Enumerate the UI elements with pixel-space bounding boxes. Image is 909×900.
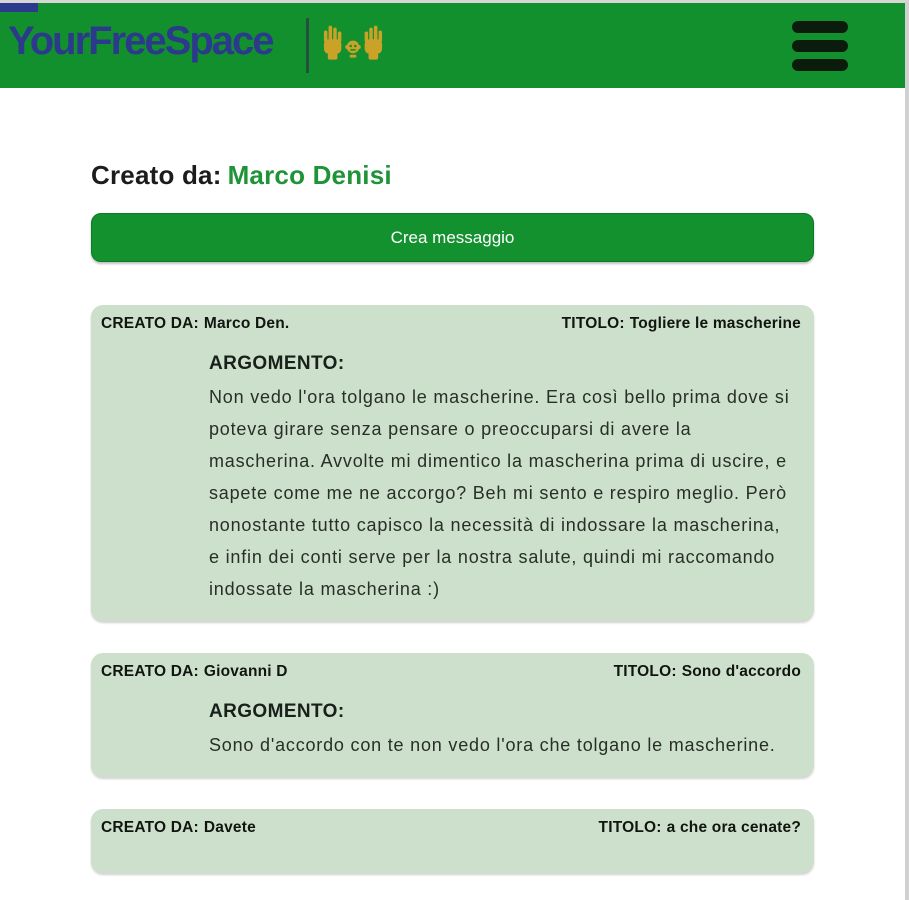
app-logo[interactable]: YourFreeSpace	[8, 19, 273, 63]
created-by-name: Marco Denisi	[227, 160, 392, 190]
topic-text: Sono d'accordo con te non vedo l'ora che tolgano le mascherine.	[209, 735, 776, 755]
title-value: Togliere le mascherine	[629, 315, 801, 332]
logo-divider	[306, 18, 309, 73]
raised-hands-icon	[322, 23, 384, 69]
message-card	[91, 809, 814, 873]
creator-label: CREATO DA:	[101, 315, 199, 332]
title-label: TITOLO:	[598, 819, 662, 836]
creator-label: CREATO DA:	[101, 819, 199, 836]
menu-bar	[792, 21, 848, 33]
menu-bar	[792, 59, 848, 71]
message-creator	[101, 819, 256, 837]
app-header	[0, 3, 905, 88]
title-value: Sono d'accordo	[681, 663, 801, 680]
message-card	[91, 305, 814, 621]
message-card-header	[101, 661, 801, 681]
menu-bar	[792, 40, 848, 52]
screen-corner-artifact	[0, 3, 38, 12]
created-by-label: Creato da:	[91, 160, 222, 190]
messages-list	[91, 305, 814, 873]
topic-label: ARGOMENTO:	[209, 701, 345, 722]
title-label: TITOLO:	[613, 663, 677, 680]
message-title	[562, 315, 801, 333]
title-label: TITOLO:	[561, 315, 625, 332]
title-value: a che ora cenate?	[666, 819, 801, 836]
page-title	[91, 160, 814, 191]
message-title	[614, 663, 801, 681]
message-title	[599, 819, 801, 837]
message-body	[209, 353, 793, 605]
message-card-header	[101, 313, 801, 333]
message-card	[91, 653, 814, 777]
main-content	[0, 160, 905, 873]
creator-name: Davete	[203, 819, 256, 836]
message-creator	[101, 315, 289, 333]
create-message-button[interactable]: Crea messaggio	[91, 213, 814, 262]
message-card-header	[101, 817, 801, 837]
message-body	[209, 701, 793, 761]
hamburger-menu-button[interactable]	[792, 21, 848, 71]
creator-name: Giovanni D	[203, 663, 288, 680]
topic-text: Non vedo l'ora tolgano le mascherine. Era così bello prima dove si poteva girare senza pensare o preoccuparsi di avere la mascherina. Avvolte mi dimentico la mascherina prima di uscire, e sapete come me ne accorgo? Beh mi sento e respiro meglio. Però nonostante tutto capisco la necessità di indossare la mascherina, e infin dei conti serve per la nostra salute, quindi mi raccomando indossate la mascherina :)	[209, 387, 790, 599]
creator-name: Marco Den.	[203, 315, 290, 332]
creator-label: CREATO DA:	[101, 663, 199, 680]
message-creator	[101, 663, 288, 681]
topic-label: ARGOMENTO:	[209, 353, 345, 374]
